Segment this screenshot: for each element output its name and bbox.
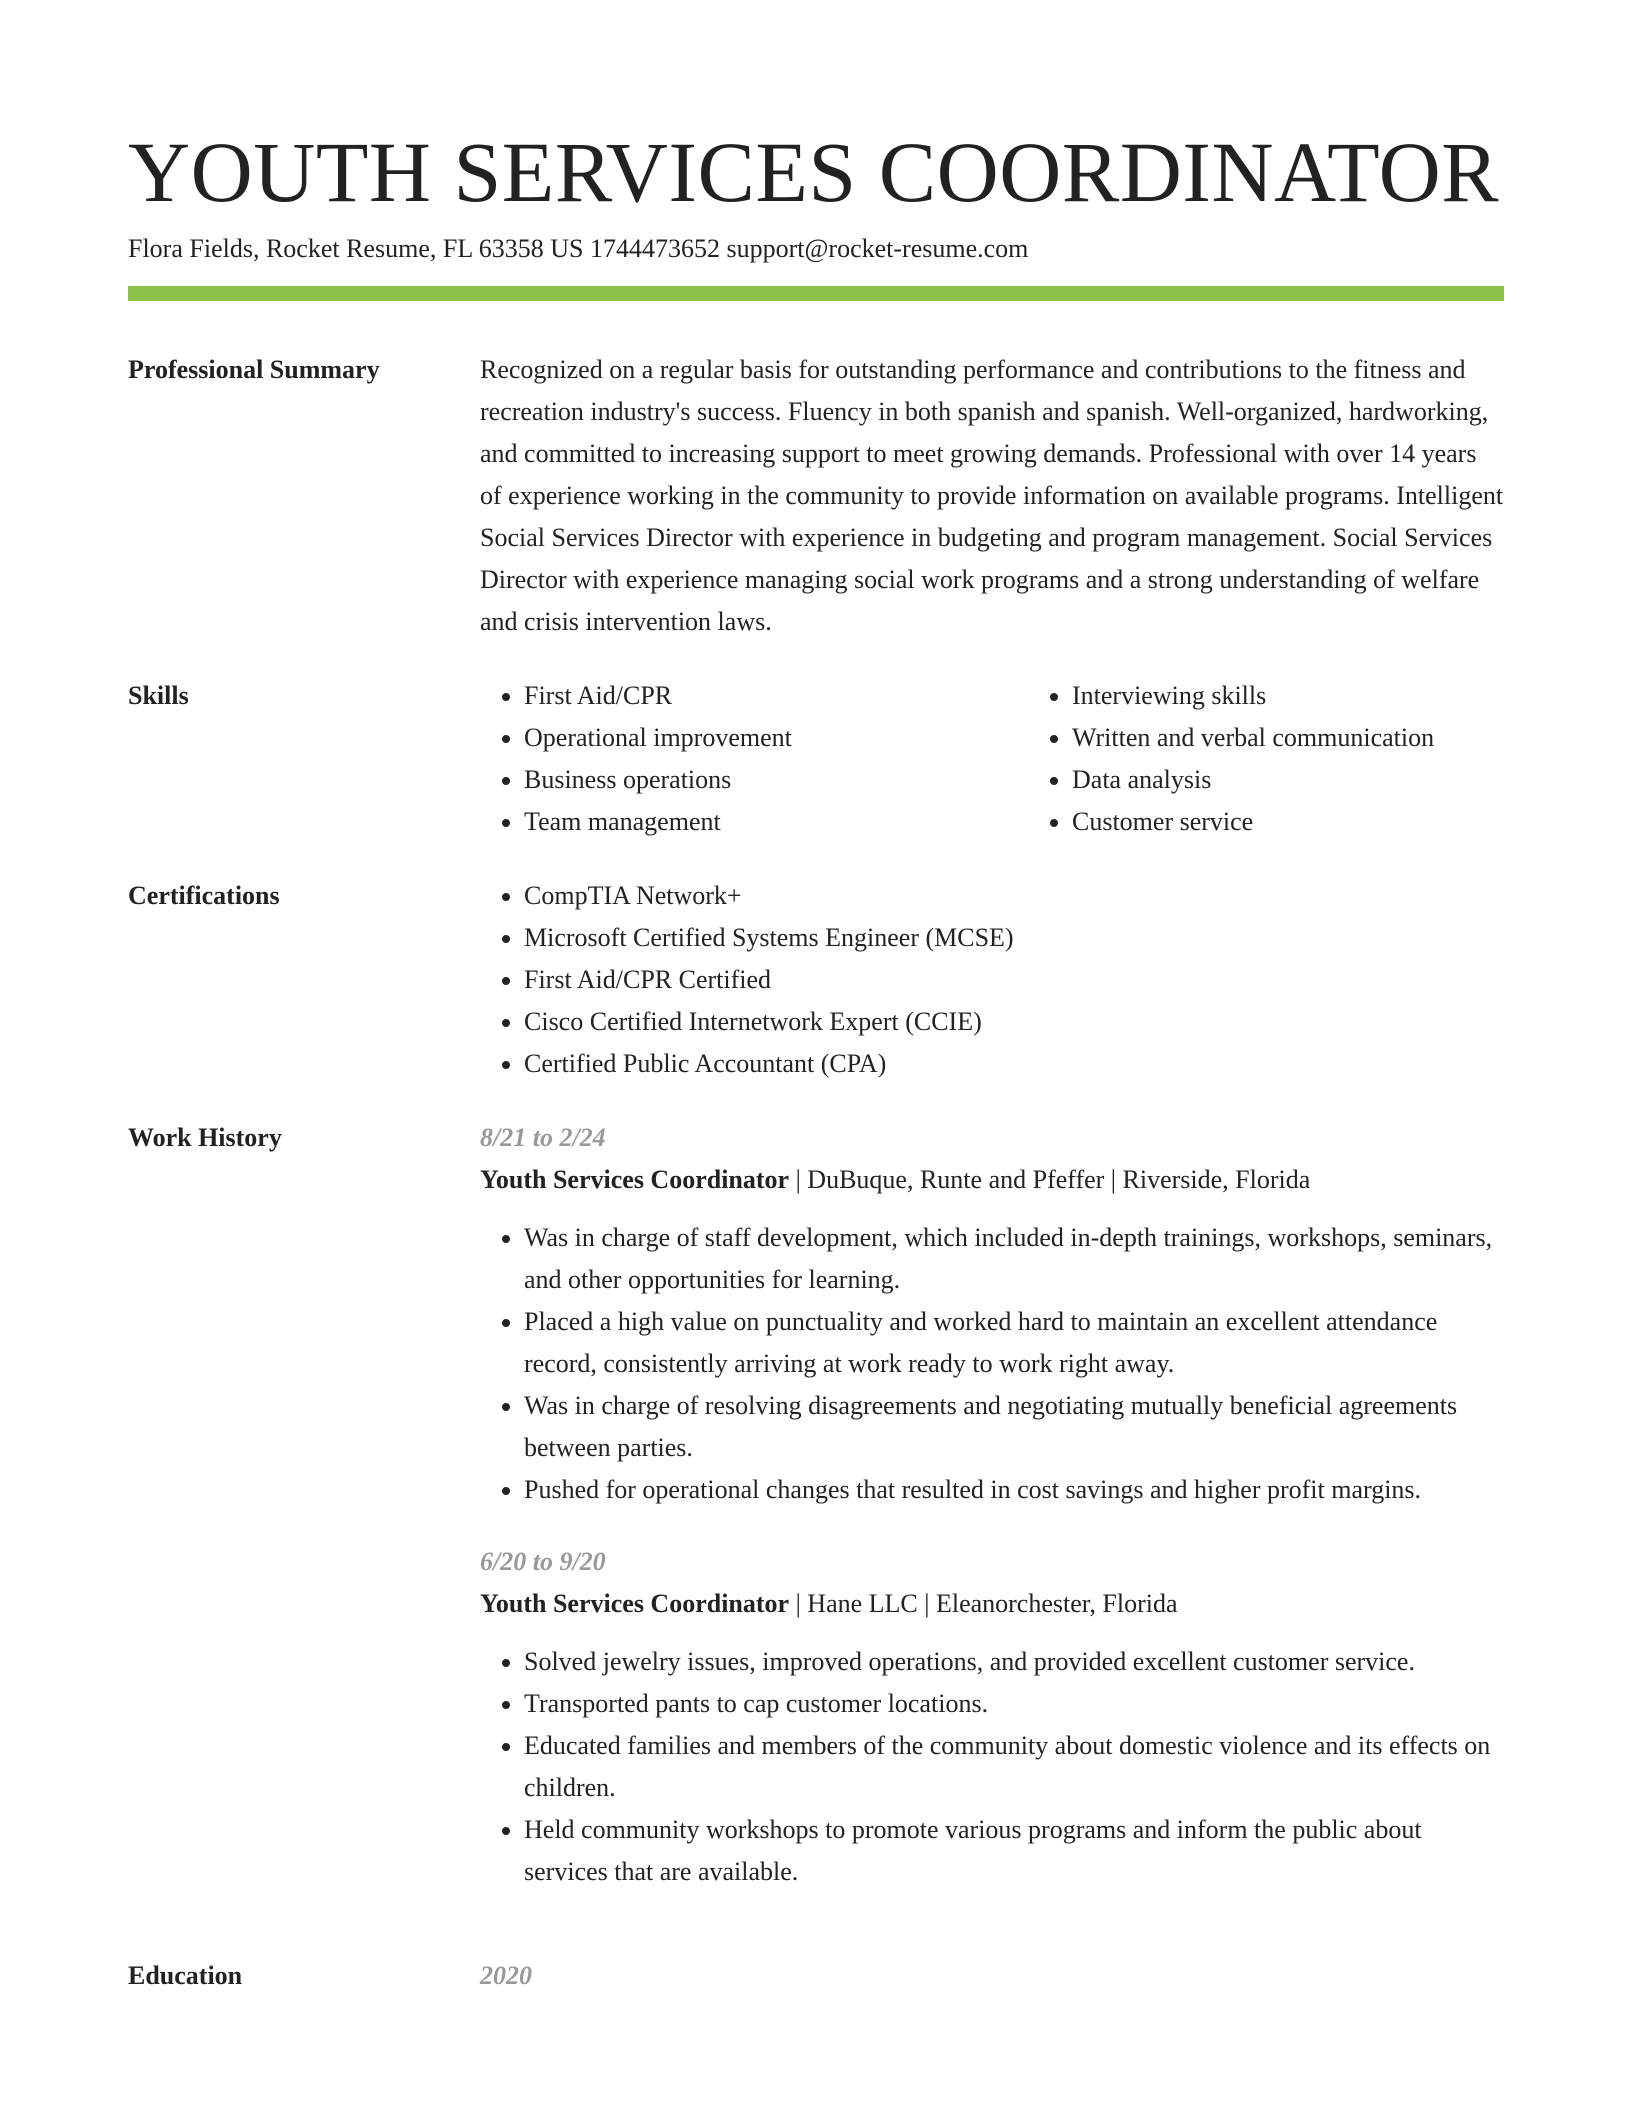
skill-item: • Written and verbal communication [1072,717,1576,759]
skill-item: • Interviewing skills [1072,675,1576,717]
section-professional-summary [128,349,1504,643]
job-bullet: • Pushed for operational changes that resulted in cost savings and higher profit margins. [524,1469,1504,1511]
certifications-body [480,875,1504,1085]
section-work-history [128,1117,1504,1923]
section-label-education: Education [128,1961,243,1990]
section-label-work-history: Work History [128,1123,282,1152]
section-label-certifications: Certifications [128,881,280,910]
job-bullet: • Solved jewelry issues, improved operations, and provided excellent customer service. [524,1641,1504,1683]
summary-text: Recognized on a regular basis for outstanding performance and contributions to the fitness and recreation industry's success. Fluency in both spanish and spanish. Well-organized, hardworking, and committed to increasing support to meet growing demands. Professional with over 14 years of experience working in the community to provide information on available programs. Intelligent Social Services Director with experience in budgeting and program management. Social Services Director with experience managing social work programs and a strong understanding of welfare and crisis intervention laws. [480,355,1504,636]
job-bullet: • Placed a high value on punctuality and worked hard to maintain an excellent attendance record, consistently arriving at work ready to work right away. [524,1301,1504,1385]
accent-divider [128,286,1504,301]
section-label-professional-summary: Professional Summary [128,355,380,384]
job-header [480,1583,1504,1625]
job-bullet: • Transported pants to cap customer locations. [524,1683,1504,1725]
certification-item: • Cisco Certified Internetwork Expert (CCIE) [524,1001,1504,1043]
resume-content [128,349,1504,2029]
job-dates: 8/21 to 2/24 [480,1123,606,1152]
section-certifications [128,875,1504,1085]
contact-line: Flora Fields, Rocket Resume, FL 63358 US 1744473652 support@rocket-resume.com [128,234,1029,263]
certification-item: • First Aid/CPR Certified [524,959,1504,1001]
section-skills [128,675,1504,843]
skills-columns [480,675,1576,843]
certification-item: • Microsoft Certified Systems Engineer (MCSE) [524,917,1504,959]
section-label-skills: Skills [128,681,189,710]
summary-body [480,349,1504,643]
job-role: Youth Services Coordinator [480,1589,790,1618]
certifications-list [480,875,1504,1085]
section-education [128,1955,1504,1997]
job-bullets [480,1641,1504,1893]
certification-item: • Certified Public Accountant (CPA) [524,1043,1504,1085]
skill-item: • First Aid/CPR [524,675,1028,717]
resume-title: YOUTH SERVICES COORDINATOR [128,124,1500,220]
job-role: Youth Services Coordinator [480,1165,790,1194]
job-bullet: • Educated families and members of the community about domestic violence and its effects on children. [524,1725,1504,1809]
skills-list-right [1028,675,1576,843]
job-details: | Hane LLC | Eleanorchester, Florida [789,1589,1178,1618]
job-header [480,1159,1504,1201]
job-dates: 6/20 to 9/20 [480,1547,606,1576]
job-details: | DuBuque, Runte and Pfeffer | Riverside, Florida [789,1165,1311,1194]
skills-list-left [480,675,1028,843]
skill-item: • Team management [524,801,1028,843]
work-history-body [480,1117,1504,1923]
skill-item: • Customer service [1072,801,1576,843]
job-entry [480,1117,1504,1511]
job-bullet: • Held community workshops to promote various programs and inform the public about services that are available. [524,1809,1504,1893]
skill-item: • Operational improvement [524,717,1028,759]
education-dates: 2020 [480,1961,532,1990]
job-entry [480,1541,1504,1893]
job-bullet: • Was in charge of resolving disagreements and negotiating mutually beneficial agreements between parties. [524,1385,1504,1469]
job-bullets [480,1217,1504,1511]
skill-item: • Business operations [524,759,1028,801]
education-body [480,1955,1504,1997]
job-bullet: • Was in charge of staff development, which included in-depth trainings, workshops, seminars, and other opportunities for learning. [524,1217,1504,1301]
certification-item: • CompTIA Network+ [524,875,1504,917]
skill-item: • Data analysis [1072,759,1576,801]
